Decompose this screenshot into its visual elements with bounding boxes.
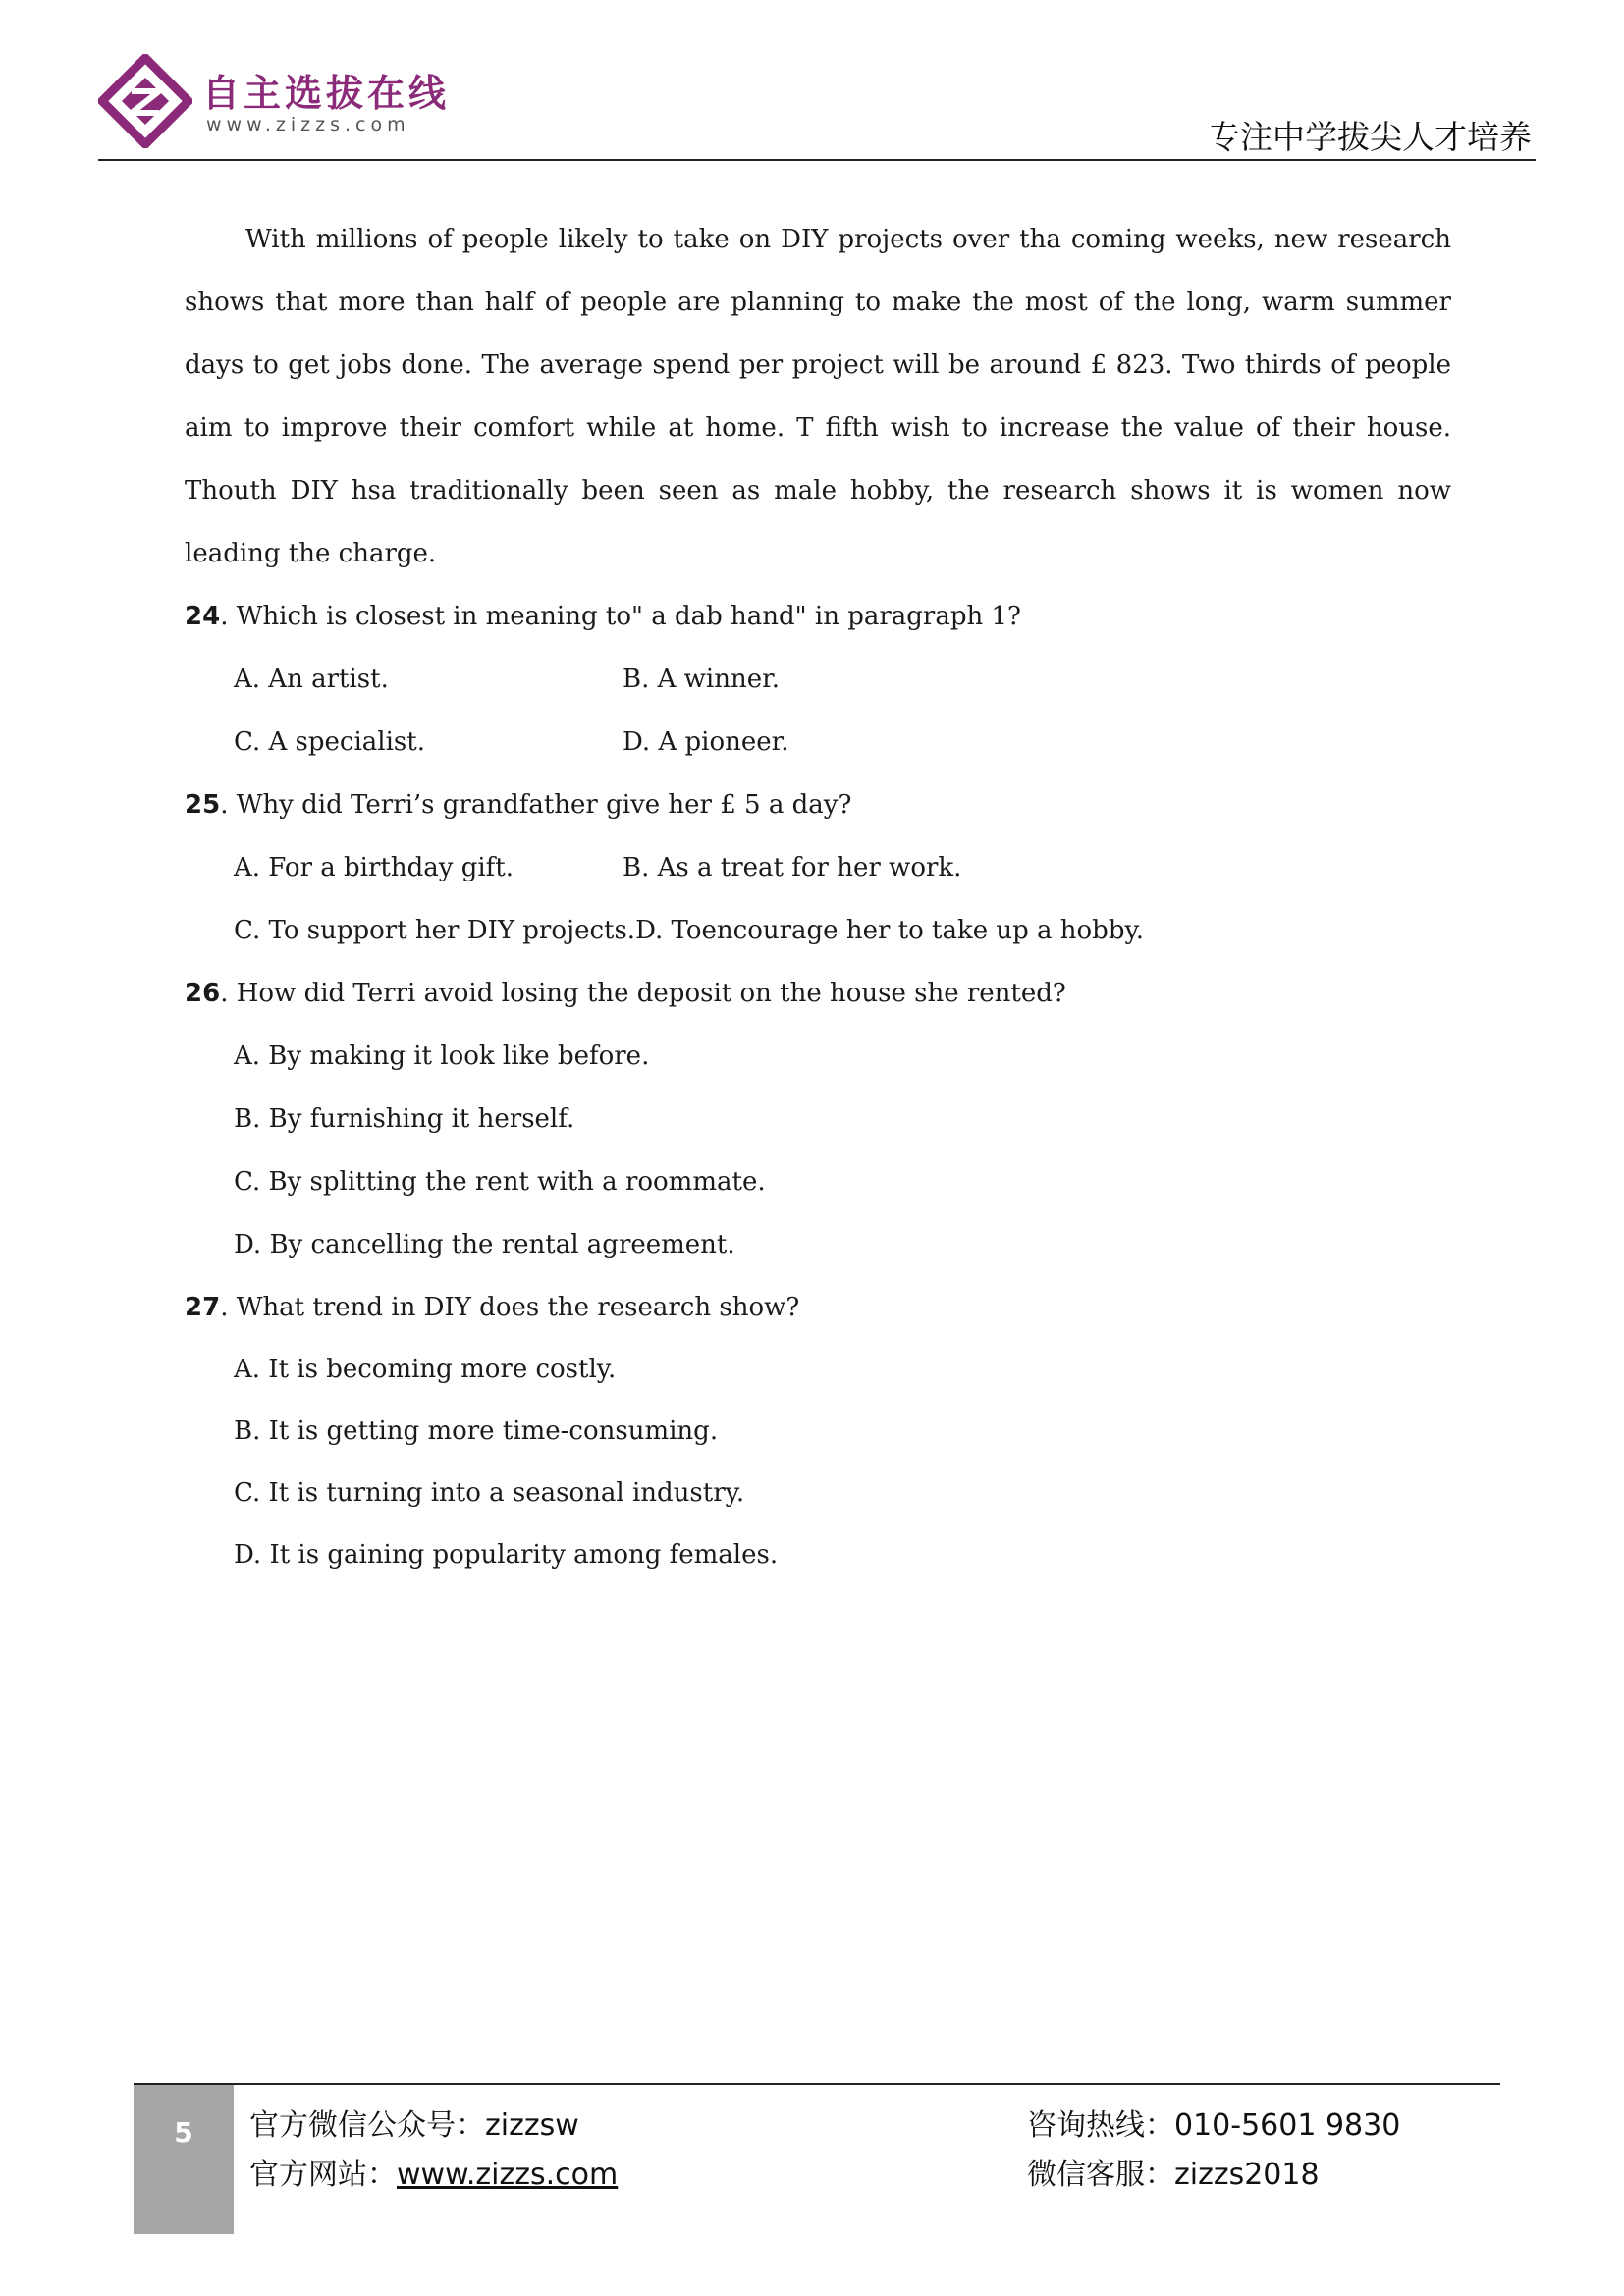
header-divider: [98, 159, 1536, 161]
official-site-label: 官方网站：: [249, 2158, 397, 2192]
wechat-service: 微信客服：zizzs2018: [1027, 2158, 1320, 2192]
question-number: 26: [185, 979, 221, 1008]
page-footer: [134, 2083, 1500, 2234]
option-b: B. A winner.: [623, 665, 780, 694]
question-27: [185, 1276, 1451, 1586]
logo-url: www.zizzs.com: [206, 114, 410, 135]
question-24: [185, 585, 1451, 648]
official-site: [249, 2150, 618, 2193]
option-b: B. It is getting more time-consuming.: [234, 1416, 719, 1446]
question-24-options: [185, 648, 1451, 774]
page-number: 5: [134, 2085, 234, 2234]
logo-text: 自主选拔在线: [202, 72, 451, 115]
question-text: . How did Terri avoid losing the deposit on the house she rented?: [220, 979, 1066, 1008]
page-header: [98, 49, 1536, 162]
footer-divider: [134, 2083, 1500, 2085]
question-text: . Why did Terri’s grandfather give her £ 5 a day?: [220, 790, 852, 820]
option-a: A. It is becoming more costly.: [234, 1355, 617, 1384]
option-d: D. It is gaining popularity among females.: [234, 1540, 779, 1570]
exam-content: [185, 208, 1451, 1586]
option-b: B. As a treat for her work.: [623, 853, 962, 882]
option-a: A. By making it look like before.: [234, 1041, 650, 1071]
question-text: . What trend in DIY does the research show?: [220, 1293, 800, 1322]
question-26: [185, 962, 1451, 1025]
option-c: C. It is turning into a seasonal industry.: [234, 1478, 745, 1508]
option-c: C. To support her DIY projects.: [234, 916, 636, 945]
option-a: A. An artist.: [234, 665, 389, 694]
wechat-account: 官方微信公众号：zizzsw: [249, 2109, 579, 2143]
question-number: 25: [185, 790, 221, 820]
question-26-options: [185, 1025, 1451, 1276]
header-tagline: 专注中学拔尖人才培养: [1208, 118, 1532, 156]
option-b: B. By furnishing it herself.: [234, 1104, 575, 1134]
question-25-options: [185, 836, 1451, 962]
question-25: [185, 774, 1451, 836]
option-d: D. Toencourage her to take up a hobby.: [635, 916, 1144, 945]
option-d: D. By cancelling the rental agreement.: [234, 1230, 735, 1259]
option-c: C. A specialist.: [234, 727, 425, 757]
option-d: D. A pioneer.: [623, 727, 789, 757]
official-site-link[interactable]: www.zizzs.com: [397, 2158, 619, 2192]
option-c: C. By splitting the rent with a roommate.: [234, 1167, 766, 1197]
question-number: 27: [185, 1293, 221, 1322]
reading-passage: With millions of people likely to take on DIY projects over tha coming weeks, new research shows that more than half of people are planning to make the most of the long, warm summer days to get jobs done. The average spend per project will be around £ 823. Two thirds of people aim to improve their comfort while at home. T fifth wish to increase the value of their house. Thouth DIY hsa traditionally been seen as male hobby, the research shows it is women now leading the charge.: [185, 225, 1451, 568]
zizzs-logo-icon: [98, 54, 192, 148]
consult-hotline: 咨询热线：010-5601 9830: [1027, 2109, 1401, 2143]
question-text: . Which is closest in meaning to" a dab hand" in paragraph 1?: [220, 602, 1022, 631]
question-27-options: [185, 1339, 1451, 1586]
question-number: 24: [185, 602, 221, 631]
option-a: A. For a birthday gift.: [234, 853, 514, 882]
